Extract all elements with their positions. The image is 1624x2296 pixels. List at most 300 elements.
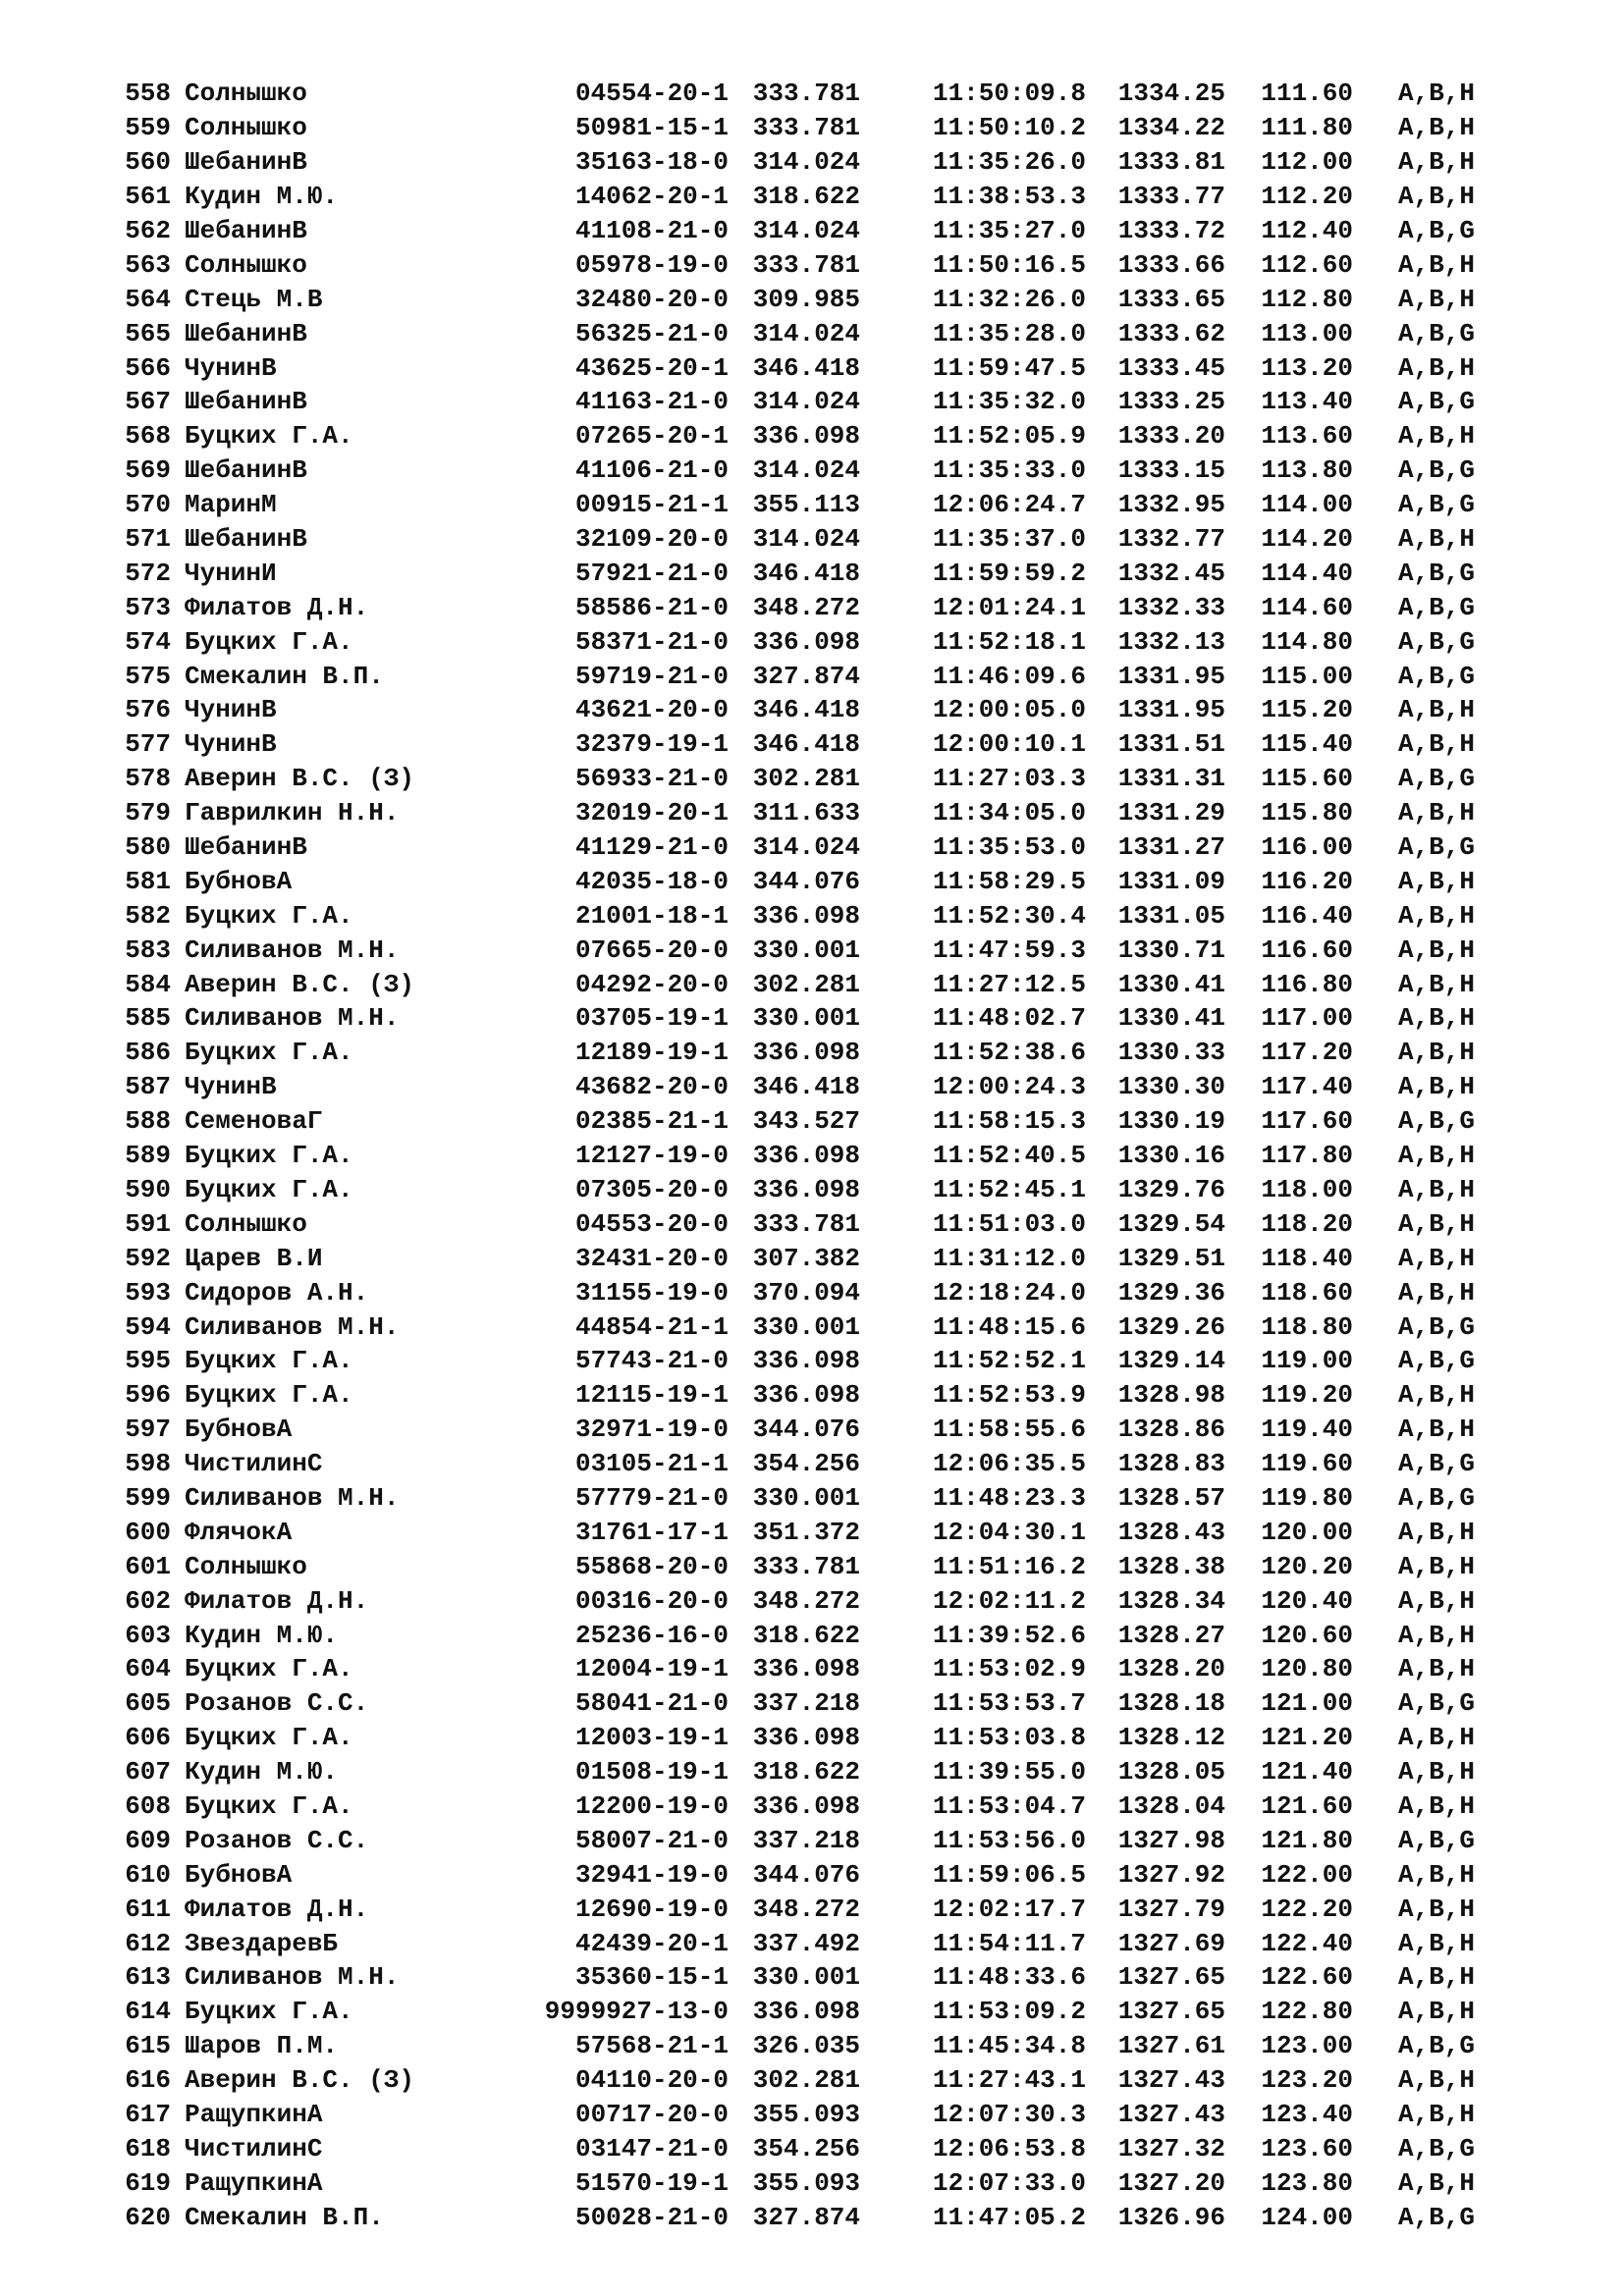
flags-cell: A,B,H xyxy=(1397,1072,1475,1102)
speed-cell: 1327.65 xyxy=(1117,1997,1225,2027)
ring-id-cell: 25236-16-0 xyxy=(574,1620,729,1650)
place-cell: 564 xyxy=(125,284,171,314)
arrival-time-cell: 11:48:33.6 xyxy=(932,1962,1086,1993)
table-row xyxy=(116,1481,1530,1516)
arrival-time-cell: 11:35:28.0 xyxy=(932,318,1086,348)
arrival-time-cell: 11:35:32.0 xyxy=(932,387,1086,417)
distance-cell: 330.001 xyxy=(752,1962,860,1993)
arrival-time-cell: 11:59:47.5 xyxy=(932,352,1086,383)
arrival-time-cell: 12:04:30.1 xyxy=(932,1517,1086,1547)
table-row xyxy=(116,180,1530,214)
speed-cell: 1328.57 xyxy=(1117,1482,1225,1513)
points-cell: 121.40 xyxy=(1261,1757,1353,1788)
points-cell: 115.00 xyxy=(1261,661,1353,691)
distance-cell: 351.372 xyxy=(752,1517,860,1547)
place-cell: 618 xyxy=(125,2133,171,2163)
arrival-time-cell: 11:59:06.5 xyxy=(932,1859,1086,1890)
owner-name-cell: Сидоров А.Н. xyxy=(185,1277,369,1308)
points-cell: 116.60 xyxy=(1261,934,1353,965)
place-cell: 593 xyxy=(125,1277,171,1308)
table-row xyxy=(116,1926,1530,1960)
flags-cell: A,B,H xyxy=(1397,2167,1475,2198)
points-cell: 119.00 xyxy=(1261,1346,1353,1376)
speed-cell: 1328.12 xyxy=(1117,1723,1225,1753)
table-row xyxy=(116,488,1530,522)
owner-name-cell: Буцких Г.А. xyxy=(185,1723,353,1753)
place-cell: 566 xyxy=(125,352,171,383)
place-cell: 597 xyxy=(125,1415,171,1445)
points-cell: 123.60 xyxy=(1261,2133,1353,2163)
ring-id-cell: 41108-21-0 xyxy=(574,216,729,245)
distance-cell: 314.024 xyxy=(752,216,860,245)
table-row xyxy=(116,1721,1530,1755)
ring-id-cell: 59719-21-0 xyxy=(574,661,729,691)
place-cell: 614 xyxy=(125,1997,171,2027)
distance-cell: 336.098 xyxy=(752,1038,860,1068)
owner-name-cell: РащупкинА xyxy=(185,2099,323,2129)
flags-cell: A,B,H xyxy=(1397,1243,1475,1273)
owner-name-cell: Буцких Г.А. xyxy=(185,1141,353,1171)
arrival-time-cell: 11:52:18.1 xyxy=(932,626,1086,657)
table-row xyxy=(116,1241,1530,1275)
arrival-time-cell: 11:48:15.6 xyxy=(932,1311,1086,1342)
arrival-time-cell: 11:45:34.8 xyxy=(932,2031,1086,2061)
owner-name-cell: Буцких Г.А. xyxy=(185,1174,353,1204)
owner-name-cell: ШебанинВ xyxy=(185,387,307,417)
table-row xyxy=(116,350,1530,385)
points-cell: 123.80 xyxy=(1261,2167,1353,2198)
ring-id-cell: 57779-21-0 xyxy=(574,1482,729,1513)
owner-name-cell: Буцких Г.А. xyxy=(185,1654,353,1684)
owner-name-cell: ФлячокА xyxy=(185,1517,293,1547)
flags-cell: A,B,G xyxy=(1397,2202,1475,2232)
arrival-time-cell: 12:02:11.2 xyxy=(932,1585,1086,1616)
table-row xyxy=(116,1892,1530,1926)
owner-name-cell: ЧистилинС xyxy=(185,1449,323,1479)
table-row xyxy=(116,1378,1530,1413)
table-row xyxy=(116,1173,1530,1207)
distance-cell: 343.527 xyxy=(752,1106,860,1137)
ring-id-cell: 32379-19-1 xyxy=(574,729,729,760)
owner-name-cell: Силиванов М.Н. xyxy=(185,1311,400,1342)
distance-cell: 344.076 xyxy=(752,866,860,896)
owner-name-cell: Аверин В.С. (З) xyxy=(185,764,415,794)
arrival-time-cell: 11:58:15.3 xyxy=(932,1106,1086,1137)
ring-id-cell: 50028-21-0 xyxy=(574,2202,729,2232)
distance-cell: 348.272 xyxy=(752,592,860,622)
distance-cell: 311.633 xyxy=(752,798,860,828)
arrival-time-cell: 11:27:12.5 xyxy=(932,969,1086,999)
distance-cell: 337.218 xyxy=(752,1688,860,1719)
speed-cell: 1333.25 xyxy=(1117,387,1225,417)
speed-cell: 1328.27 xyxy=(1117,1620,1225,1650)
flags-cell: A,B,G xyxy=(1397,558,1475,588)
speed-cell: 1327.43 xyxy=(1117,2065,1225,2096)
points-cell: 119.80 xyxy=(1261,1482,1353,1513)
distance-cell: 314.024 xyxy=(752,387,860,417)
place-cell: 574 xyxy=(125,626,171,657)
speed-cell: 1330.30 xyxy=(1117,1072,1225,1102)
points-cell: 121.80 xyxy=(1261,1825,1353,1855)
speed-cell: 1331.09 xyxy=(1117,866,1225,896)
owner-name-cell: ЧунинВ xyxy=(185,352,277,383)
arrival-time-cell: 11:53:04.7 xyxy=(932,1790,1086,1821)
place-cell: 606 xyxy=(125,1723,171,1753)
ring-id-cell: 58007-21-0 xyxy=(574,1825,729,1855)
arrival-time-cell: 11:31:12.0 xyxy=(932,1243,1086,1273)
arrival-time-cell: 12:18:24.0 xyxy=(932,1277,1086,1308)
arrival-time-cell: 12:06:24.7 xyxy=(932,490,1086,520)
flags-cell: A,B,H xyxy=(1397,1174,1475,1204)
flags-cell: A,B,H xyxy=(1397,1208,1475,1239)
speed-cell: 1333.72 xyxy=(1117,216,1225,245)
place-cell: 608 xyxy=(125,1790,171,1821)
speed-cell: 1333.62 xyxy=(1117,318,1225,348)
owner-name-cell: Шаров П.М. xyxy=(185,2031,339,2061)
points-cell: 122.20 xyxy=(1261,1894,1353,1924)
ring-id-cell: 51570-19-1 xyxy=(574,2167,729,2198)
table-row xyxy=(116,2200,1530,2234)
ring-id-cell: 56933-21-0 xyxy=(574,764,729,794)
owner-name-cell: Кудин М.Ю. xyxy=(185,1757,339,1788)
points-cell: 114.40 xyxy=(1261,558,1353,588)
table-row xyxy=(116,1823,1530,1857)
table-row xyxy=(116,454,1530,488)
owner-name-cell: МаринМ xyxy=(185,490,277,520)
flags-cell: A,B,H xyxy=(1397,729,1475,760)
owner-name-cell: Аверин В.С. (З) xyxy=(185,2065,415,2096)
distance-cell: 344.076 xyxy=(752,1859,860,1890)
speed-cell: 1328.38 xyxy=(1117,1551,1225,1581)
owner-name-cell: ЧунинВ xyxy=(185,1072,277,1102)
points-cell: 111.60 xyxy=(1261,79,1353,109)
table-row xyxy=(116,2029,1530,2063)
ring-id-cell: 44854-21-1 xyxy=(574,1311,729,1342)
flags-cell: A,B,H xyxy=(1397,1723,1475,1753)
points-cell: 112.80 xyxy=(1261,284,1353,314)
place-cell: 612 xyxy=(125,1928,171,1958)
owner-name-cell: Филатов Д.Н. xyxy=(185,1894,369,1924)
arrival-time-cell: 12:06:35.5 xyxy=(932,1449,1086,1479)
points-cell: 119.20 xyxy=(1261,1380,1353,1411)
distance-cell: 314.024 xyxy=(752,455,860,486)
ring-id-cell: 57568-21-1 xyxy=(574,2031,729,2061)
flags-cell: A,B,H xyxy=(1397,695,1475,725)
distance-cell: 336.098 xyxy=(752,421,860,452)
table-row xyxy=(116,1515,1530,1549)
distance-cell: 355.093 xyxy=(752,2167,860,2198)
place-cell: 573 xyxy=(125,592,171,622)
distance-cell: 333.781 xyxy=(752,249,860,280)
speed-cell: 1330.71 xyxy=(1117,934,1225,965)
arrival-time-cell: 12:02:17.7 xyxy=(932,1894,1086,1924)
points-cell: 121.20 xyxy=(1261,1723,1353,1753)
points-cell: 120.80 xyxy=(1261,1654,1353,1684)
ring-id-cell: 02385-21-1 xyxy=(574,1106,729,1137)
arrival-time-cell: 11:39:52.6 xyxy=(932,1620,1086,1650)
points-cell: 119.40 xyxy=(1261,1415,1353,1445)
place-cell: 570 xyxy=(125,490,171,520)
points-cell: 113.40 xyxy=(1261,387,1353,417)
place-cell: 558 xyxy=(125,79,171,109)
owner-name-cell: Силиванов М.Н. xyxy=(185,1962,400,1993)
place-cell: 562 xyxy=(125,216,171,245)
table-row xyxy=(116,1652,1530,1686)
distance-cell: 330.001 xyxy=(752,1311,860,1342)
distance-cell: 314.024 xyxy=(752,524,860,555)
arrival-time-cell: 11:53:03.8 xyxy=(932,1723,1086,1753)
distance-cell: 336.098 xyxy=(752,1346,860,1376)
arrival-time-cell: 11:35:33.0 xyxy=(932,455,1086,486)
flags-cell: A,B,G xyxy=(1397,387,1475,417)
flags-cell: A,B,H xyxy=(1397,1380,1475,1411)
ring-id-cell: 12004-19-1 xyxy=(574,1654,729,1684)
place-cell: 569 xyxy=(125,455,171,486)
distance-cell: 336.098 xyxy=(752,1380,860,1411)
ring-id-cell: 05978-19-0 xyxy=(574,249,729,280)
flags-cell: A,B,H xyxy=(1397,1038,1475,1068)
speed-cell: 1333.66 xyxy=(1117,249,1225,280)
distance-cell: 348.272 xyxy=(752,1894,860,1924)
ring-id-cell: 32971-19-0 xyxy=(574,1415,729,1445)
arrival-time-cell: 11:27:03.3 xyxy=(932,764,1086,794)
distance-cell: 355.093 xyxy=(752,2099,860,2129)
table-row xyxy=(116,214,1530,248)
place-cell: 583 xyxy=(125,934,171,965)
speed-cell: 1334.25 xyxy=(1117,79,1225,109)
arrival-time-cell: 12:00:05.0 xyxy=(932,695,1086,725)
distance-cell: 336.098 xyxy=(752,1790,860,1821)
flags-cell: A,B,H xyxy=(1397,798,1475,828)
distance-cell: 336.098 xyxy=(752,1997,860,2027)
flags-cell: A,B,H xyxy=(1397,1654,1475,1684)
arrival-time-cell: 11:39:55.0 xyxy=(932,1757,1086,1788)
arrival-time-cell: 11:50:16.5 xyxy=(932,249,1086,280)
speed-cell: 1331.51 xyxy=(1117,729,1225,760)
arrival-time-cell: 11:52:05.9 xyxy=(932,421,1086,452)
place-cell: 590 xyxy=(125,1174,171,1204)
ring-id-cell: 00316-20-0 xyxy=(574,1585,729,1616)
flags-cell: A,B,G xyxy=(1397,318,1475,348)
speed-cell: 1327.69 xyxy=(1117,1928,1225,1958)
place-cell: 604 xyxy=(125,1654,171,1684)
arrival-time-cell: 11:53:53.7 xyxy=(932,1688,1086,1719)
arrival-time-cell: 11:52:45.1 xyxy=(932,1174,1086,1204)
place-cell: 617 xyxy=(125,2099,171,2129)
flags-cell: A,B,H xyxy=(1397,1277,1475,1308)
speed-cell: 1328.43 xyxy=(1117,1517,1225,1547)
arrival-time-cell: 11:47:59.3 xyxy=(932,934,1086,965)
flags-cell: A,B,H xyxy=(1397,2065,1475,2096)
flags-cell: A,B,H xyxy=(1397,2099,1475,2129)
distance-cell: 318.622 xyxy=(752,1757,860,1788)
place-cell: 587 xyxy=(125,1072,171,1102)
points-cell: 118.60 xyxy=(1261,1277,1353,1308)
table-row xyxy=(116,419,1530,454)
points-cell: 121.60 xyxy=(1261,1790,1353,1821)
ring-id-cell: 41163-21-0 xyxy=(574,387,729,417)
place-cell: 582 xyxy=(125,900,171,931)
place-cell: 584 xyxy=(125,969,171,999)
flags-cell: A,B,H xyxy=(1397,284,1475,314)
owner-name-cell: Буцких Г.А. xyxy=(185,1997,353,2027)
ring-id-cell: 32109-20-0 xyxy=(574,524,729,555)
table-row xyxy=(116,1857,1530,1892)
flags-cell: A,B,G xyxy=(1397,216,1475,245)
place-cell: 615 xyxy=(125,2031,171,2061)
owner-name-cell: Кудин М.Ю. xyxy=(185,1620,339,1650)
speed-cell: 1331.29 xyxy=(1117,798,1225,828)
distance-cell: 348.272 xyxy=(752,1585,860,1616)
arrival-time-cell: 11:50:10.2 xyxy=(932,113,1086,143)
speed-cell: 1328.05 xyxy=(1117,1757,1225,1788)
place-cell: 609 xyxy=(125,1825,171,1855)
speed-cell: 1332.13 xyxy=(1117,626,1225,657)
distance-cell: 346.418 xyxy=(752,352,860,383)
place-cell: 595 xyxy=(125,1346,171,1376)
speed-cell: 1333.81 xyxy=(1117,147,1225,178)
ring-id-cell: 04554-20-1 xyxy=(574,79,729,109)
owner-name-cell: Силиванов М.Н. xyxy=(185,934,400,965)
table-row xyxy=(116,385,1530,419)
place-cell: 600 xyxy=(125,1517,171,1547)
points-cell: 118.40 xyxy=(1261,1243,1353,1273)
owner-name-cell: Розанов С.С. xyxy=(185,1825,369,1855)
owner-name-cell: Кудин М.Ю. xyxy=(185,182,339,212)
speed-cell: 1333.45 xyxy=(1117,352,1225,383)
place-cell: 602 xyxy=(125,1585,171,1616)
place-cell: 571 xyxy=(125,524,171,555)
distance-cell: 336.098 xyxy=(752,1174,860,1204)
speed-cell: 1329.14 xyxy=(1117,1346,1225,1376)
owner-name-cell: Буцких Г.А. xyxy=(185,421,353,452)
table-row xyxy=(116,864,1530,898)
distance-cell: 327.874 xyxy=(752,2202,860,2232)
ring-id-cell: 03705-19-1 xyxy=(574,1003,729,1034)
table-row xyxy=(116,2131,1530,2165)
distance-cell: 354.256 xyxy=(752,2133,860,2163)
arrival-time-cell: 11:52:53.9 xyxy=(932,1380,1086,1411)
owner-name-cell: БубновА xyxy=(185,866,293,896)
table-row xyxy=(116,77,1530,111)
points-cell: 112.20 xyxy=(1261,182,1353,212)
owner-name-cell: Буцких Г.А. xyxy=(185,626,353,657)
arrival-time-cell: 11:34:05.0 xyxy=(932,798,1086,828)
points-cell: 122.80 xyxy=(1261,1997,1353,2027)
ring-id-cell: 55868-20-0 xyxy=(574,1551,729,1581)
arrival-time-cell: 11:35:26.0 xyxy=(932,147,1086,178)
arrival-time-cell: 12:00:10.1 xyxy=(932,729,1086,760)
owner-name-cell: Царев В.И xyxy=(185,1243,323,1273)
ring-id-cell: 04292-20-0 xyxy=(574,969,729,999)
points-cell: 123.20 xyxy=(1261,2065,1353,2096)
arrival-time-cell: 11:46:09.6 xyxy=(932,661,1086,691)
speed-cell: 1329.54 xyxy=(1117,1208,1225,1239)
speed-cell: 1327.98 xyxy=(1117,1825,1225,1855)
table-row xyxy=(116,1549,1530,1583)
flags-cell: A,B,G xyxy=(1397,2031,1475,2061)
ring-id-cell: 32431-20-0 xyxy=(574,1243,729,1273)
place-cell: 619 xyxy=(125,2167,171,2198)
distance-cell: 318.622 xyxy=(752,1620,860,1650)
flags-cell: A,B,H xyxy=(1397,421,1475,452)
speed-cell: 1330.19 xyxy=(1117,1106,1225,1137)
ring-id-cell: 07305-20-0 xyxy=(574,1174,729,1204)
place-cell: 563 xyxy=(125,249,171,280)
points-cell: 112.40 xyxy=(1261,216,1353,245)
ring-id-cell: 42439-20-1 xyxy=(574,1928,729,1958)
place-cell: 607 xyxy=(125,1757,171,1788)
arrival-time-cell: 11:51:16.2 xyxy=(932,1551,1086,1581)
flags-cell: A,B,G xyxy=(1397,661,1475,691)
distance-cell: 336.098 xyxy=(752,626,860,657)
flags-cell: A,B,H xyxy=(1397,1585,1475,1616)
distance-cell: 302.281 xyxy=(752,969,860,999)
place-cell: 581 xyxy=(125,866,171,896)
ring-id-cell: 35360-15-1 xyxy=(574,1962,729,1993)
owner-name-cell: Буцких Г.А. xyxy=(185,900,353,931)
points-cell: 120.20 xyxy=(1261,1551,1353,1581)
arrival-time-cell: 11:35:37.0 xyxy=(932,524,1086,555)
place-cell: 565 xyxy=(125,318,171,348)
speed-cell: 1331.95 xyxy=(1117,695,1225,725)
arrival-time-cell: 12:07:30.3 xyxy=(932,2099,1086,2129)
owner-name-cell: Буцких Г.А. xyxy=(185,1380,353,1411)
table-row xyxy=(116,624,1530,659)
flags-cell: A,B,H xyxy=(1397,1620,1475,1650)
distance-cell: 330.001 xyxy=(752,1003,860,1034)
speed-cell: 1331.31 xyxy=(1117,764,1225,794)
ring-id-cell: 43625-20-1 xyxy=(574,352,729,383)
speed-cell: 1334.22 xyxy=(1117,113,1225,143)
ring-id-cell: 57743-21-0 xyxy=(574,1346,729,1376)
place-cell: 610 xyxy=(125,1859,171,1890)
table-row xyxy=(116,247,1530,282)
speed-cell: 1333.15 xyxy=(1117,455,1225,486)
table-row xyxy=(116,1789,1530,1824)
flags-cell: A,B,G xyxy=(1397,1825,1475,1855)
ring-id-cell: 43682-20-0 xyxy=(574,1072,729,1102)
owner-name-cell: Филатов Д.Н. xyxy=(185,592,369,622)
speed-cell: 1333.20 xyxy=(1117,421,1225,452)
distance-cell: 309.985 xyxy=(752,284,860,314)
arrival-time-cell: 11:35:27.0 xyxy=(932,216,1086,245)
flags-cell: A,B,G xyxy=(1397,455,1475,486)
points-cell: 114.20 xyxy=(1261,524,1353,555)
flags-cell: A,B,H xyxy=(1397,79,1475,109)
arrival-time-cell: 11:58:29.5 xyxy=(932,866,1086,896)
distance-cell: 336.098 xyxy=(752,1654,860,1684)
owner-name-cell: Солнышко xyxy=(185,249,307,280)
arrival-time-cell: 11:50:09.8 xyxy=(932,79,1086,109)
flags-cell: A,B,H xyxy=(1397,1141,1475,1171)
flags-cell: A,B,H xyxy=(1397,1415,1475,1445)
owner-name-cell: БубновА xyxy=(185,1859,293,1890)
speed-cell: 1331.95 xyxy=(1117,661,1225,691)
owner-name-cell: Стець М.В xyxy=(185,284,323,314)
owner-name-cell: ЧунинВ xyxy=(185,729,277,760)
table-row xyxy=(116,1583,1530,1618)
ring-id-cell: 50981-15-1 xyxy=(574,113,729,143)
ring-id-cell: 43621-20-0 xyxy=(574,695,729,725)
table-row xyxy=(116,2165,1530,2200)
distance-cell: 333.781 xyxy=(752,1551,860,1581)
ring-id-cell: 00915-21-1 xyxy=(574,490,729,520)
ring-id-cell: 32019-20-1 xyxy=(574,798,729,828)
arrival-time-cell: 11:53:56.0 xyxy=(932,1825,1086,1855)
flags-cell: A,B,H xyxy=(1397,1859,1475,1890)
owner-name-cell: Солнышко xyxy=(185,1551,307,1581)
